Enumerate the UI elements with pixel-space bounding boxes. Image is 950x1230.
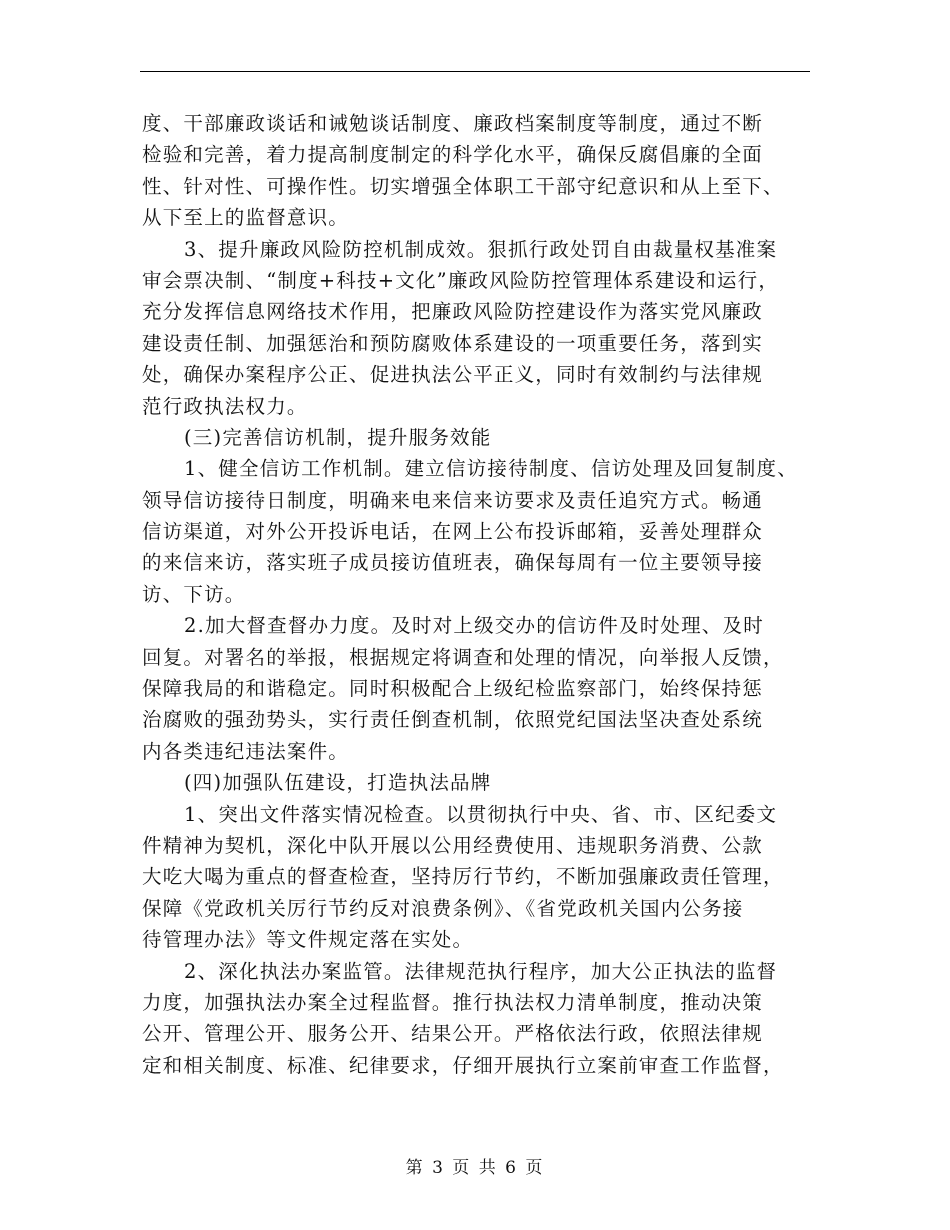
paragraph-line: 公开、管理公开、服务公开、结果公开。严格依法行政，依照法律规 <box>142 1022 764 1046</box>
paragraph-line: 1、突出文件落实情况检查。以贯彻执行中央、省、市、区纪委文 <box>184 802 778 826</box>
paragraph-line: 领导信访接待日制度，明确来电来信来访要求及责任追究方式。畅通 <box>142 488 764 512</box>
paragraph-line: (四)加强队伍建设，打造执法品牌 <box>184 771 492 795</box>
paragraph-line: 充分发挥信息网络技术作用，把廉政风险防控建设作为落实党风廉政 <box>142 300 764 324</box>
paragraph-line: 审会票决制、“制度+科技+文化”廉政风险防控管理体系建设和运行， <box>142 268 780 292</box>
paragraph-line: 3、提升廉政风险防控机制成效。狠抓行政处罚自由裁量权基准案 <box>184 237 778 261</box>
paragraph-line: 建设责任制、加强惩治和预防腐败体系建设的一项重要任务，落到实 <box>142 331 764 355</box>
paragraph-line: 信访渠道，对外公开投诉电话，在网上公布投诉邮箱，妥善处理群众 <box>142 520 764 544</box>
paragraph-line: 治腐败的强劲势头，实行责任倒查机制，依照党纪国法坚决查处系统 <box>142 708 764 732</box>
paragraph-line: 的来信来访，落实班子成员接访值班表，确保每周有一位主要领导接 <box>142 551 764 575</box>
paragraph-line: 内各类违纪违法案件。 <box>142 739 350 763</box>
paragraph-line: 1、健全信访工作机制。建立信访接待制度、信访处理及回复制度、 <box>184 457 798 481</box>
paragraph-line: 处，确保办案程序公正、促进执法公平正义，同时有效制约与法律规 <box>142 363 764 387</box>
paragraph-line: 性、针对性、可操作性。切实增强全体职工干部守纪意识和从上至下、 <box>142 174 784 198</box>
paragraph-line: 从下至上的监督意识。 <box>142 206 350 230</box>
page-footer: 第 3 页 共 6 页 <box>405 1158 545 1178</box>
paragraph-line: 范行政执法权力。 <box>142 394 308 418</box>
paragraph-line: 力度，加强执法办案全过程监督。推行执法权力清单制度，推动决策 <box>142 990 764 1014</box>
paragraph-line: 大吃大喝为重点的督查检查，坚持厉行节约，不断加强廉政责任管理， <box>142 865 784 889</box>
paragraph-line: 回复。对署名的举报，根据规定将调查和处理的情况，向举报人反馈， <box>142 645 784 669</box>
header-rule <box>140 71 810 72</box>
paragraph-line: 定和相关制度、标准、纪律要求，仔细开展执行立案前审查工作监督， <box>142 1053 784 1077</box>
paragraph-line: 2、深化执法办案监管。法律规范执行程序，加大公正执法的监督 <box>184 959 778 983</box>
document-body <box>142 108 822 1081</box>
paragraph-line: 待管理办法》等文件规定落在实处。 <box>142 928 474 952</box>
paragraph-line: 检验和完善，着力提高制度制定的科学化水平，确保反腐倡廉的全面 <box>142 143 764 167</box>
paragraph-line: 保障《党政机关厉行节约反对浪费条例》、《省党政机关国内公务接 <box>142 896 744 920</box>
paragraph-line: 访、下访。 <box>142 582 246 606</box>
paragraph-line: 件精神为契机，深化中队开展以公用经费使用、违规职务消费、公款 <box>142 833 764 857</box>
paragraph-line: 度、干部廉政谈话和诫勉谈话制度、廉政档案制度等制度，通过不断 <box>142 112 764 135</box>
paragraph-line: 保障我局的和谐稳定。同时积极配合上级纪检监察部门，始终保持惩 <box>142 677 764 701</box>
paragraph-line: (三)完善信访机制，提升服务效能 <box>184 425 492 449</box>
paragraph-line: 2.加大督查督办力度。及时对上级交办的信访件及时处理、及时 <box>184 614 764 638</box>
